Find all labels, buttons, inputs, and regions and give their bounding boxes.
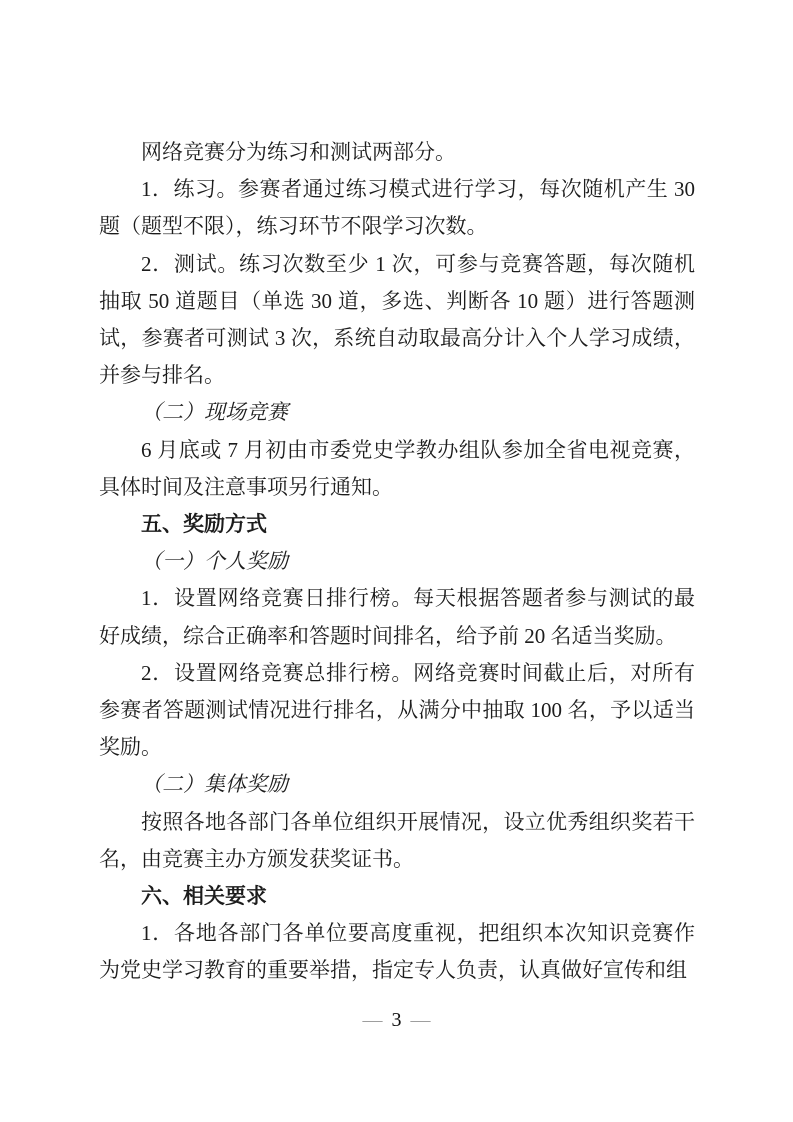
paragraph-collective-reward-details: 按照各地各部门各单位组织开展情况，设立优秀组织奖若干名，由竞赛主办方颁发获奖证书。 xyxy=(99,809,695,871)
paragraph-daily-ranking-reward: 1．设置网络竞赛日排行榜。每天根据答题者参与测试的最好成绩，综合正确率和答题时间排名，给予前 20 名适当奖励。 xyxy=(99,586,695,648)
paragraph-practice-rules: 1．练习。参赛者通过练习模式进行学习，每次随机产生 30 题（题型不限），练习环节不限学习次数。 xyxy=(99,177,695,239)
paragraph-total-ranking-reward: 2．设置网络竞赛总排行榜。网络竞赛时间截止后，对所有参赛者答题测试情况进行排名，从满分中抽取 100 名，予以适当奖励。 xyxy=(99,660,695,760)
section-heading-related-requirements: 六、相关要求 xyxy=(141,885,267,909)
subheading-onsite-competition: （二）现场竞赛 xyxy=(141,400,288,425)
page-footer xyxy=(0,1005,793,1035)
footer-dash-left: — xyxy=(362,1009,383,1031)
paragraph-network-competition-intro: 网络竞赛分为练习和测试两部分。 xyxy=(141,140,456,164)
subheading-individual-rewards: （一）个人奖励 xyxy=(141,549,288,574)
paragraph-requirement-1: 1．各地各部门各单位要高度重视，把组织本次知识竞赛作为党史学习教育的重要举措，指定专人负责，认真做好宣传和组 xyxy=(99,921,695,983)
page-number: 3 xyxy=(391,1009,402,1031)
section-heading-reward-methods: 五、奖励方式 xyxy=(141,513,267,537)
paragraph-onsite-competition-details: 6 月底或 7 月初由市委党史学教办组队参加全省电视竞赛，具体时间及注意事项另行通知。 xyxy=(99,437,695,499)
paragraph-test-rules: 2．测试。练习次数至少 1 次，可参与竞赛答题，每次随机抽取 50 道题目（单选 30 道，多选、判断各 10 题）进行答题测试，参赛者可测试 3 次，系统自动取最高分计入个人学习成绩，并参与排名。 xyxy=(99,251,695,388)
footer-dash-right: — xyxy=(410,1009,431,1031)
subheading-collective-rewards: （二）集体奖励 xyxy=(141,772,288,797)
document-body xyxy=(99,134,695,990)
